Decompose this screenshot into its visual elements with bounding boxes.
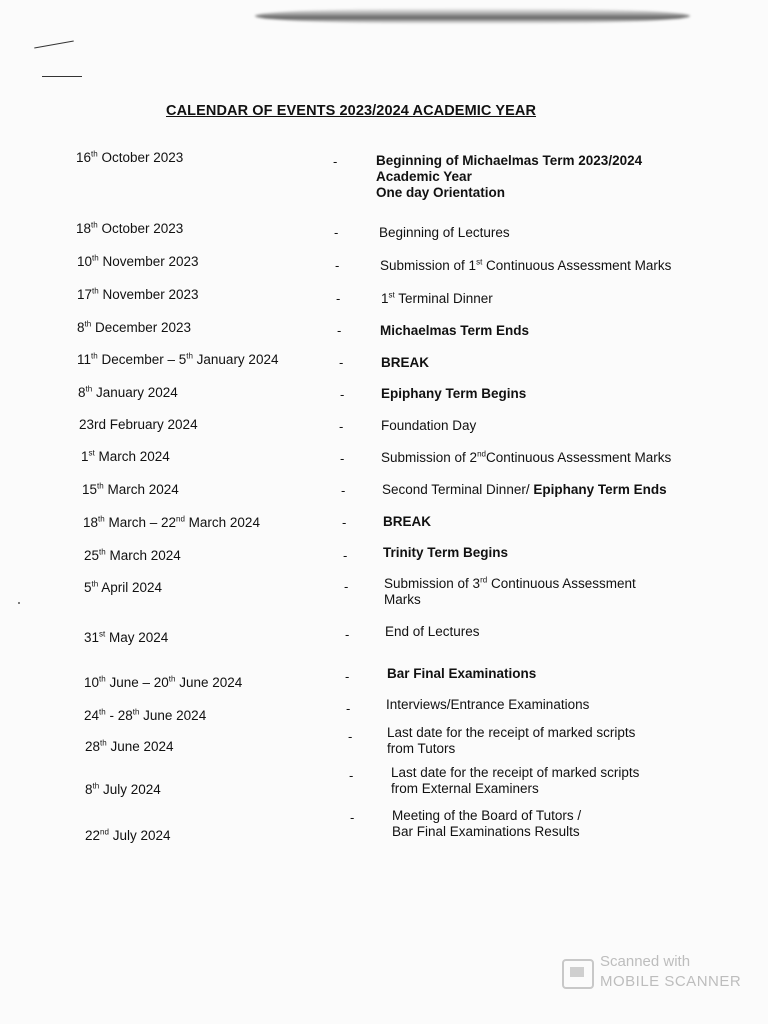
separator-dash: - bbox=[339, 419, 344, 434]
event-date: 25th March 2024 bbox=[84, 547, 181, 563]
event-date: 10th November 2023 bbox=[77, 253, 199, 269]
event-date: 18th March – 22nd March 2024 bbox=[83, 514, 260, 530]
separator-dash: - bbox=[345, 627, 350, 642]
event-description: Foundation Day bbox=[381, 418, 477, 433]
event-description: Submission of 1st Continuous Assessment Marks bbox=[380, 257, 672, 273]
event-date: 24th - 28th June 2024 bbox=[84, 707, 207, 723]
separator-dash: - bbox=[336, 291, 341, 306]
event-date: 22nd July 2024 bbox=[85, 827, 171, 843]
event-description: Last date for the receipt of marked scripts from External Examiners bbox=[391, 765, 640, 796]
event-date: 17th November 2023 bbox=[77, 286, 199, 302]
separator-dash: - bbox=[346, 701, 351, 716]
event-date: 11th December – 5th January 2024 bbox=[77, 351, 279, 367]
event-date: 28th June 2024 bbox=[85, 738, 174, 754]
event-description: BREAK bbox=[383, 514, 432, 529]
event-description: End of Lectures bbox=[385, 624, 480, 639]
separator-dash: - bbox=[340, 387, 345, 402]
separator-dash: - bbox=[335, 258, 340, 273]
event-description: Meeting of the Board of Tutors / Bar Final Examinations Results bbox=[392, 808, 582, 839]
scan-smudge bbox=[255, 8, 690, 24]
event-description: Michaelmas Term Ends bbox=[380, 323, 530, 338]
event-description: Epiphany Term Begins bbox=[381, 386, 527, 401]
watermark-line1: Scanned with bbox=[600, 953, 691, 970]
event-description: Beginning of Michaelmas Term 2023/2024 Academic Year One day Orientation bbox=[376, 153, 643, 200]
event-description: Trinity Term Begins bbox=[383, 545, 509, 560]
event-date: 16th October 2023 bbox=[76, 149, 184, 165]
separator-dash: - bbox=[348, 729, 353, 744]
pen-mark bbox=[42, 76, 82, 77]
event-date: 10th June – 20th June 2024 bbox=[84, 674, 243, 690]
event-date: 31st May 2024 bbox=[84, 629, 169, 645]
separator-dash: - bbox=[344, 579, 349, 594]
separator-dash: - bbox=[342, 515, 347, 530]
event-date: 5th April 2024 bbox=[84, 579, 162, 595]
separator-dash: - bbox=[334, 225, 339, 240]
separator-dash: - bbox=[337, 323, 342, 338]
separator-dash: - bbox=[340, 451, 345, 466]
event-date: 18th October 2023 bbox=[76, 220, 184, 236]
document-title: CALENDAR OF EVENTS 2023/2024 ACADEMIC YEAR bbox=[166, 103, 537, 119]
event-description: BREAK bbox=[381, 355, 430, 370]
separator-dash: - bbox=[350, 810, 355, 825]
event-date: 15th March 2024 bbox=[82, 481, 179, 497]
event-date: 1st March 2024 bbox=[81, 448, 170, 464]
event-date: 8th January 2024 bbox=[78, 384, 178, 400]
event-date: 8th July 2024 bbox=[85, 781, 161, 797]
separator-dash: - bbox=[343, 548, 348, 563]
event-date: 8th December 2023 bbox=[77, 319, 191, 335]
event-date: 23rd February 2024 bbox=[79, 417, 198, 432]
event-description: Bar Final Examinations bbox=[387, 666, 537, 681]
event-description: Submission of 3rd Continuous Assessment Marks bbox=[384, 575, 636, 607]
speck bbox=[18, 602, 20, 604]
separator-dash: - bbox=[339, 355, 344, 370]
event-description: Last date for the receipt of marked scripts from Tutors bbox=[387, 725, 636, 756]
pen-mark bbox=[34, 41, 74, 49]
separator-dash: - bbox=[333, 154, 338, 169]
pdf-scanner-icon bbox=[562, 959, 594, 989]
event-description: Second Terminal Dinner/ Epiphany Term Ends bbox=[382, 482, 667, 497]
separator-dash: - bbox=[341, 483, 346, 498]
watermark-line2: MOBILE SCANNER bbox=[600, 973, 742, 990]
event-description: Interviews/Entrance Examinations bbox=[386, 697, 590, 712]
event-description: 1st Terminal Dinner bbox=[381, 290, 493, 306]
event-description: Beginning of Lectures bbox=[379, 225, 510, 240]
event-description: Submission of 2ndContinuous Assessment Marks bbox=[381, 449, 672, 465]
separator-dash: - bbox=[345, 669, 350, 684]
separator-dash: - bbox=[349, 768, 354, 783]
